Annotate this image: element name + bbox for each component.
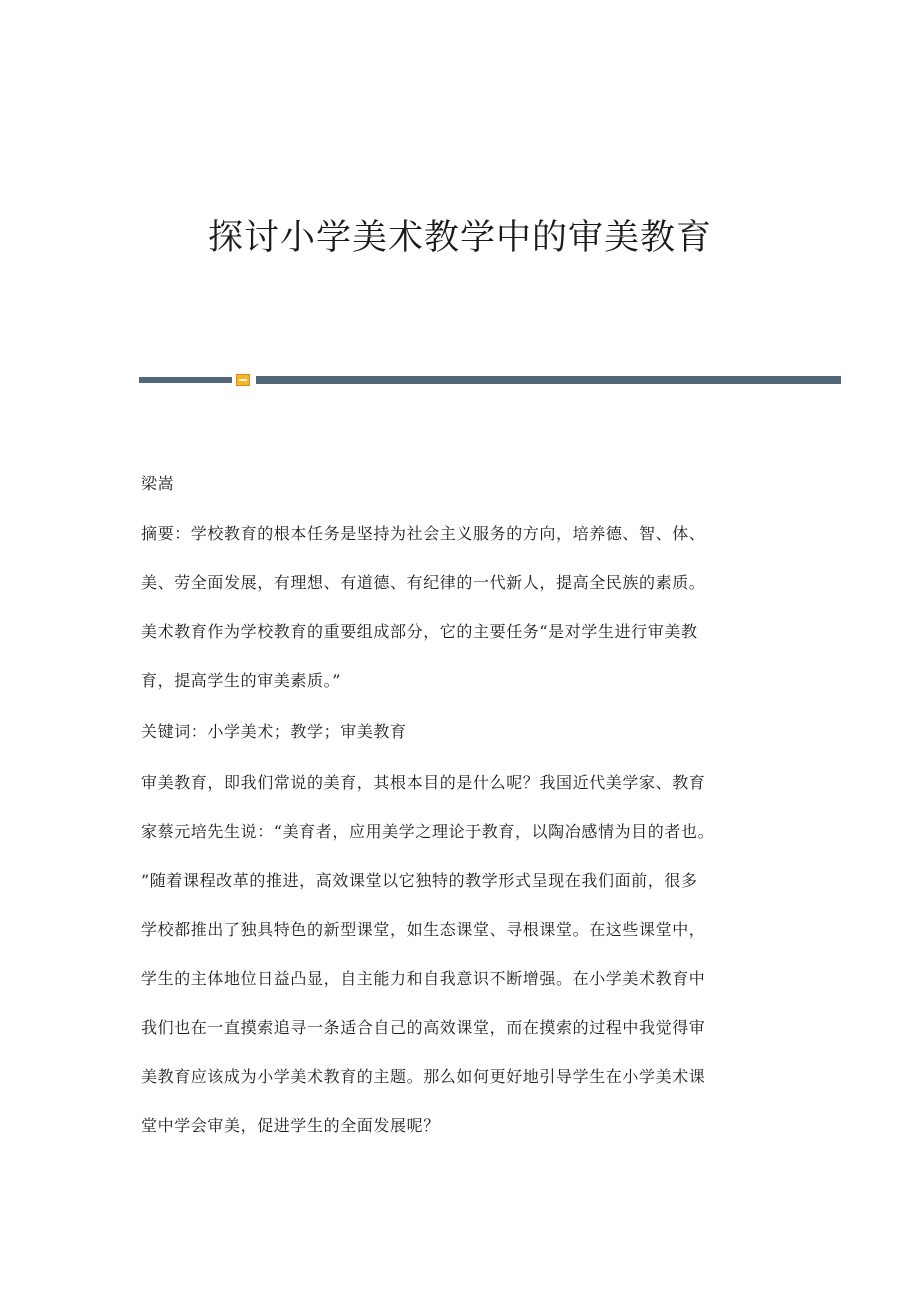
body-line: 我们也在一直摸索追寻一条适合自己的高效课堂，而在摸索的过程中我觉得审 — [141, 1018, 706, 1037]
divider-bar-left — [139, 377, 232, 383]
document-body — [141, 472, 791, 1138]
body-line: ”随着课程改革的推进，高效课堂以它独特的教学形式呈现在我们面前，很多 — [141, 871, 698, 890]
body-line: 美教育应该成为小学美术教育的主题。那么如何更好地引导学生在小学美术课 — [141, 1067, 706, 1086]
abstract-paragraph — [141, 522, 791, 693]
page-title: 探讨小学美术教学中的审美教育 — [207, 218, 712, 258]
abstract-line: 育，提高学生的审美素质。” — [141, 671, 341, 690]
title-divider — [139, 374, 841, 386]
body-line: 堂中学会审美，促进学生的全面发展呢？ — [141, 1116, 440, 1135]
body-line: 家蔡元培先生说：“美育者，应用美学之理论于教育，以陶冶感情为目的者也。 — [141, 822, 715, 841]
abstract-line: 美术教育作为学校教育的重要组成部分，它的主要任务“是对学生进行审美教 — [141, 622, 698, 641]
body-paragraph — [141, 771, 791, 1138]
abstract-line: 摘要：学校教育的根本任务是坚持为社会主义服务的方向，培养德、智、体、 — [141, 524, 706, 543]
keywords-line: 关键词：小学美术；教学；审美教育 — [141, 722, 407, 741]
body-line: 学校都推出了独具特色的新型课堂，如生态课堂、寻根课堂。在这些课堂中， — [141, 920, 706, 939]
body-line: 学生的主体地位日益凸显，自主能力和自我意识不断增强。在小学美术教育中 — [141, 969, 706, 988]
abstract-line: 美、劳全面发展，有理想、有道德、有纪律的一代新人，提高全民族的素质。 — [141, 573, 706, 592]
document-tag-icon — [236, 374, 250, 386]
body-line: 审美教育，即我们常说的美育，其根本目的是什么呢？我国近代美学家、教育 — [141, 773, 706, 792]
divider-bar-right — [256, 376, 841, 384]
author-name: 梁嵩 — [141, 474, 175, 493]
